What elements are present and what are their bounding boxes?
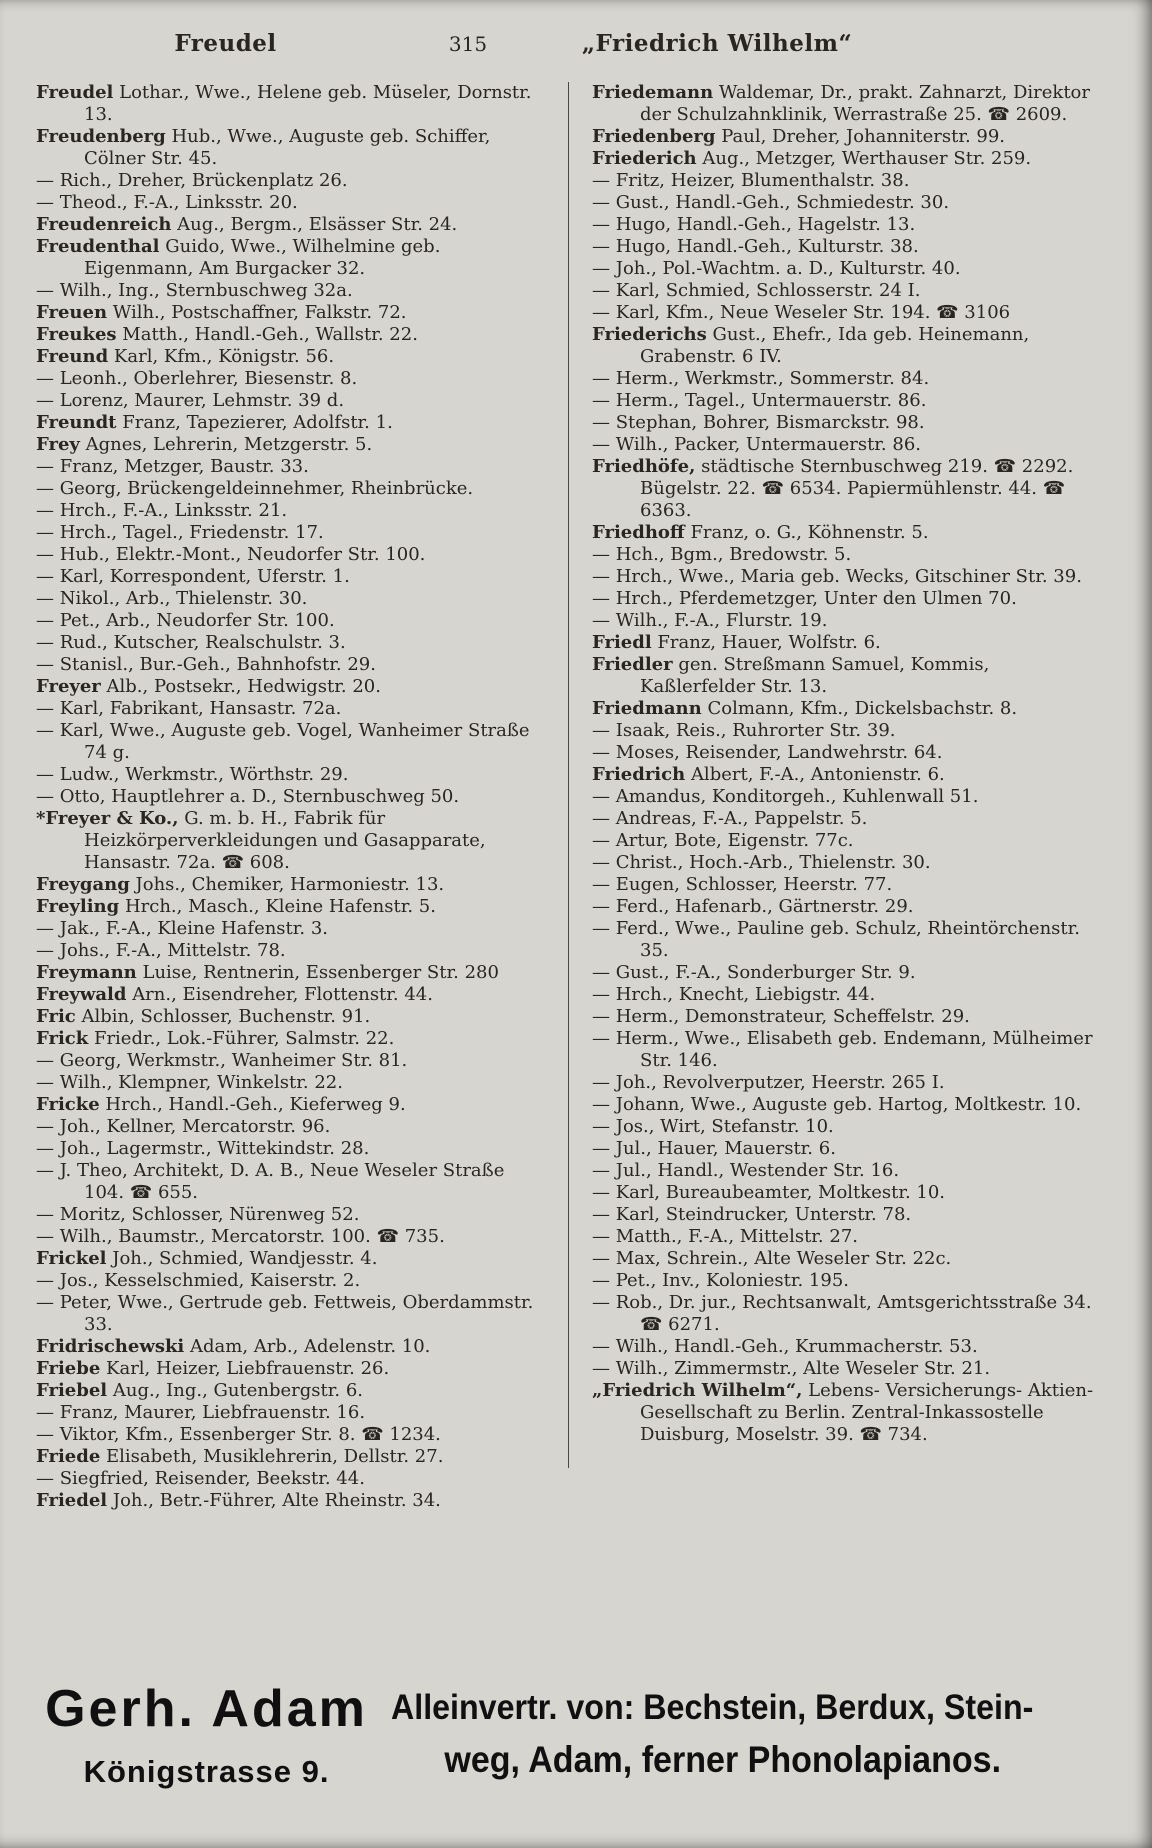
entry-surname: Friebel bbox=[36, 1380, 108, 1401]
entry-surname: Friede bbox=[36, 1446, 101, 1467]
entry-surname: Fric bbox=[36, 1006, 76, 1027]
advertisement bbox=[34, 1680, 1120, 1826]
right-column bbox=[592, 82, 1110, 1446]
directory-entry bbox=[592, 1138, 1110, 1160]
entry-surname: Freywald bbox=[36, 984, 127, 1005]
entry-text: — Gust., Handl.-Geh., Schmiedestr. 30. bbox=[592, 192, 950, 213]
directory-entry bbox=[592, 1116, 1110, 1138]
directory-entry bbox=[36, 368, 542, 390]
header-catchword-left: Freudel bbox=[174, 30, 277, 57]
directory-entry bbox=[592, 434, 1110, 456]
directory-entry bbox=[592, 544, 1110, 566]
entry-text: Johs., Chemiker, Harmoniestr. 13. bbox=[135, 874, 445, 895]
entry-text: — Hrch., Knecht, Liebigstr. 44. bbox=[592, 984, 876, 1005]
entry-surname: Freygang bbox=[36, 874, 130, 895]
directory-entry bbox=[36, 1160, 542, 1204]
entry-text: — Joh., Lagermstr., Wittekindstr. 28. bbox=[36, 1138, 370, 1159]
entry-text: Joh., Schmied, Wandjesstr. 4. bbox=[112, 1248, 378, 1269]
entry-surname: „Friedrich Wilhelm“, bbox=[592, 1380, 803, 1401]
directory-entry bbox=[36, 1204, 542, 1226]
directory-entry bbox=[592, 962, 1110, 984]
directory-entry bbox=[36, 126, 542, 170]
entry-text: Alb., Postsekr., Hedwigstr. 20. bbox=[106, 676, 381, 697]
directory-entry bbox=[36, 1006, 542, 1028]
directory-entry bbox=[36, 1358, 542, 1380]
directory-entry bbox=[592, 720, 1110, 742]
directory-entry bbox=[36, 1226, 542, 1248]
page-header bbox=[0, 30, 1152, 68]
directory-entry bbox=[36, 764, 542, 786]
entry-text: — Hrch., Pferdemetzger, Unter den Ulmen 70. bbox=[592, 588, 1017, 609]
entry-text: — Wilh., Zimmermstr., Alte Weseler Str. 21. bbox=[592, 1358, 991, 1379]
directory-entry bbox=[592, 1358, 1110, 1380]
directory-entry bbox=[36, 698, 542, 720]
entry-text: — Nikol., Arb., Thielenstr. 30. bbox=[36, 588, 308, 609]
directory-entry bbox=[592, 302, 1110, 324]
directory-entry bbox=[36, 390, 542, 412]
directory-entry bbox=[36, 984, 542, 1006]
directory-entry bbox=[592, 126, 1110, 148]
entry-text: — Johann, Wwe., Auguste geb. Hartog, Moltkestr. 10. bbox=[592, 1094, 1082, 1115]
entry-text: — Rob., Dr. jur., Rechtsanwalt, Amtsgerichtsstraße 34. ☎ 6271. bbox=[592, 1292, 1092, 1335]
entry-surname: Freudenthal bbox=[36, 236, 160, 257]
entry-text: Wilh., Postschaffner, Falkstr. 72. bbox=[112, 302, 407, 323]
entry-text: — Hch., Bgm., Bredowstr. 5. bbox=[592, 544, 852, 565]
entry-text: — Hrch., Wwe., Maria geb. Wecks, Gitschiner Str. 39. bbox=[592, 566, 1082, 587]
directory-entry bbox=[36, 346, 542, 368]
entry-text: — Joh., Revolverputzer, Heerstr. 265 I. bbox=[592, 1072, 945, 1093]
entry-text: Agnes, Lehrerin, Metzgerstr. 5. bbox=[85, 434, 373, 455]
entry-text: — Jul., Hauer, Mauerstr. 6. bbox=[592, 1138, 836, 1159]
directory-entry bbox=[592, 412, 1110, 434]
entry-text: Guido, Wwe., Wilhelmine geb. Eigenmann, Am Burgacker 32. bbox=[84, 236, 441, 279]
entry-text: — Hugo, Handl.-Geh., Kulturstr. 38. bbox=[592, 236, 919, 257]
directory-entry bbox=[592, 1380, 1110, 1446]
directory-entry bbox=[592, 852, 1110, 874]
entry-surname: Friedhoff bbox=[592, 522, 685, 543]
entry-text: — Wilh., Baumstr., Mercatorstr. 100. ☎ 735. bbox=[36, 1226, 445, 1247]
directory-entry bbox=[592, 1182, 1110, 1204]
directory-entry bbox=[592, 1006, 1110, 1028]
directory-entry bbox=[592, 830, 1110, 852]
directory-entry bbox=[592, 390, 1110, 412]
entry-surname: Frey bbox=[36, 434, 80, 455]
directory-entry bbox=[36, 566, 542, 588]
entry-text: — Lorenz, Maurer, Lehmstr. 39 d. bbox=[36, 390, 345, 411]
directory-entry bbox=[592, 874, 1110, 896]
entry-surname: Freundt bbox=[36, 412, 117, 433]
entry-surname: Freuen bbox=[36, 302, 108, 323]
directory-entry bbox=[592, 786, 1110, 808]
directory-entry bbox=[592, 654, 1110, 698]
entry-text: — Christ., Hoch.-Arb., Thielenstr. 30. bbox=[592, 852, 931, 873]
directory-entry bbox=[36, 544, 542, 566]
directory-entry bbox=[592, 588, 1110, 610]
directory-entry bbox=[36, 786, 542, 808]
entry-text: — J. Theo, Architekt, D. A. B., Neue Weseler Straße 104. ☎ 655. bbox=[36, 1160, 505, 1203]
directory-entry bbox=[36, 1490, 542, 1512]
directory-entry bbox=[36, 434, 542, 456]
entry-text: — Herm., Werkmstr., Sommerstr. 84. bbox=[592, 368, 930, 389]
entry-text: Karl, Kfm., Königstr. 56. bbox=[113, 346, 335, 367]
directory-entry bbox=[592, 1160, 1110, 1182]
entry-text: — Herm., Demonstrateur, Scheffelstr. 29. bbox=[592, 1006, 970, 1027]
entry-text: — Stephan, Bohrer, Bismarckstr. 98. bbox=[592, 412, 925, 433]
entry-surname: *Freyer & Ko., bbox=[36, 808, 179, 829]
directory-entry bbox=[592, 896, 1110, 918]
entry-surname: Friebe bbox=[36, 1358, 101, 1379]
directory-entry bbox=[36, 1116, 542, 1138]
entry-text: — Ferd., Wwe., Pauline geb. Schulz, Rheintörchenstr. 35. bbox=[592, 918, 1080, 961]
entry-text: Aug., Ing., Gutenbergstr. 6. bbox=[112, 1380, 363, 1401]
advertisement-left bbox=[34, 1680, 379, 1826]
directory-entry bbox=[36, 1380, 542, 1402]
entry-text: Paul, Dreher, Johanniterstr. 99. bbox=[721, 126, 1006, 147]
entry-text: Waldemar, Dr., prakt. Zahnarzt, Direktor der Schulzahnklinik, Werrastraße 25. ☎ 2609. bbox=[640, 82, 1090, 125]
directory-entry bbox=[592, 324, 1110, 368]
entry-text: — Max, Schrein., Alte Weseler Str. 22c. bbox=[592, 1248, 952, 1269]
entry-surname: Fridrischewski bbox=[36, 1336, 185, 1357]
directory-entry bbox=[592, 918, 1110, 962]
entry-text: — Otto, Hauptlehrer a. D., Sternbuschweg 50. bbox=[36, 786, 460, 807]
entry-text: — Karl, Bureaubeamter, Moltkestr. 10. bbox=[592, 1182, 946, 1203]
directory-entry bbox=[592, 1292, 1110, 1336]
entry-text: — Karl, Wwe., Auguste geb. Vogel, Wanheimer Straße 74 g. bbox=[36, 720, 530, 763]
entry-surname: Frick bbox=[36, 1028, 89, 1049]
directory-entry bbox=[592, 1094, 1110, 1116]
directory-entry bbox=[592, 1270, 1110, 1292]
entry-text: — Wilh., Packer, Untermauerstr. 86. bbox=[592, 434, 921, 455]
directory-entry bbox=[36, 456, 542, 478]
directory-entry bbox=[36, 1468, 542, 1490]
entry-text: Aug., Bergm., Elsässer Str. 24. bbox=[177, 214, 458, 235]
directory-entry bbox=[36, 654, 542, 676]
directory-entry bbox=[592, 698, 1110, 720]
entry-surname: Freudenberg bbox=[36, 126, 166, 147]
directory-entry bbox=[36, 1292, 542, 1336]
entry-text: — Karl, Kfm., Neue Weseler Str. 194. ☎ 3106 bbox=[592, 302, 1011, 323]
entry-text: — Karl, Steindrucker, Unterstr. 78. bbox=[592, 1204, 912, 1225]
directory-entry bbox=[36, 962, 542, 984]
directory-entry bbox=[36, 896, 542, 918]
directory-entry bbox=[592, 192, 1110, 214]
directory-entry bbox=[36, 1402, 542, 1424]
directory-entry bbox=[36, 214, 542, 236]
directory-entry bbox=[592, 368, 1110, 390]
entry-text: — Viktor, Kfm., Essenberger Str. 8. ☎ 1234. bbox=[36, 1424, 441, 1445]
directory-entry bbox=[36, 808, 542, 874]
entry-text: Hub., Wwe., Auguste geb. Schiffer, Cölner Str. 45. bbox=[84, 126, 491, 169]
entry-text: — Amandus, Konditorgeh., Kuhlenwall 51. bbox=[592, 786, 979, 807]
entry-text: — Jos., Wirt, Stefanstr. 10. bbox=[592, 1116, 834, 1137]
entry-text: — Matth., F.-A., Mittelstr. 27. bbox=[592, 1226, 858, 1247]
directory-entry bbox=[592, 280, 1110, 302]
directory-entry bbox=[592, 1204, 1110, 1226]
directory-entry bbox=[36, 1050, 542, 1072]
entry-text: Hrch., Handl.-Geh., Kieferweg 9. bbox=[105, 1094, 406, 1115]
entry-text: Matth., Handl.-Geh., Wallstr. 22. bbox=[122, 324, 418, 345]
directory-entry bbox=[592, 214, 1110, 236]
directory-entry bbox=[592, 610, 1110, 632]
directory-entry bbox=[36, 1270, 542, 1292]
entry-text: — Rich., Dreher, Brückenplatz 26. bbox=[36, 170, 348, 191]
entry-text: — Peter, Wwe., Gertrude geb. Fettweis, Oberdammstr. 33. bbox=[36, 1292, 534, 1335]
entry-text: — Johs., F.-A., Mittelstr. 78. bbox=[36, 940, 286, 961]
directory-entry bbox=[36, 588, 542, 610]
entry-text: — Fritz, Heizer, Blumenthalstr. 38. bbox=[592, 170, 910, 191]
entry-text: — Pet., Arb., Neudorfer Str. 100. bbox=[36, 610, 335, 631]
entry-text: Gust., Ehefr., Ida geb. Heinemann, Grabenstr. 6 IV. bbox=[640, 324, 1030, 367]
directory-entry bbox=[36, 1138, 542, 1160]
directory-entry bbox=[36, 302, 542, 324]
entry-text: — Ferd., Hafenarb., Gärtnerstr. 29. bbox=[592, 896, 914, 917]
entry-surname: Friedenberg bbox=[592, 126, 716, 147]
entry-text: Karl, Heizer, Liebfrauenstr. 26. bbox=[106, 1358, 390, 1379]
entry-text: Friedr., Lok.-Führer, Salmstr. 22. bbox=[93, 1028, 395, 1049]
entry-text: — Franz, Maurer, Liebfrauenstr. 16. bbox=[36, 1402, 366, 1423]
entry-surname: Freyling bbox=[36, 896, 120, 917]
directory-entry bbox=[36, 1072, 542, 1094]
directory-entry bbox=[592, 1072, 1110, 1094]
directory-entry bbox=[36, 1094, 542, 1116]
entry-text: Hrch., Masch., Kleine Hafenstr. 5. bbox=[124, 896, 436, 917]
entry-text: — Artur, Bote, Eigenstr. 77c. bbox=[592, 830, 854, 851]
entry-text: — Wilh., Ing., Sternbuschweg 32a. bbox=[36, 280, 353, 301]
directory-entry bbox=[36, 874, 542, 896]
left-column bbox=[36, 82, 542, 1512]
entry-text: — Stanisl., Bur.-Geh., Bahnhofstr. 29. bbox=[36, 654, 376, 675]
directory-entry bbox=[36, 324, 542, 346]
entry-text: Aug., Metzger, Werthauser Str. 259. bbox=[702, 148, 1032, 169]
directory-entry bbox=[36, 918, 542, 940]
directory-entry bbox=[592, 632, 1110, 654]
entry-text: — Joh., Pol.-Wachtm. a. D., Kulturstr. 40. bbox=[592, 258, 961, 279]
ad-text-line1: Alleinvertr. von: Bechstein, Berdux, Stein- bbox=[391, 1688, 1034, 1727]
entry-text: — Ludw., Werkmstr., Wörthstr. 29. bbox=[36, 764, 349, 785]
entry-text: — Franz, Metzger, Baustr. 33. bbox=[36, 456, 309, 477]
entry-text: Luise, Rentnerin, Essenberger Str. 280 bbox=[142, 962, 499, 983]
entry-surname: Freudel bbox=[36, 82, 114, 103]
directory-entry bbox=[592, 456, 1110, 522]
entry-text: Franz, o. G., Köhnenstr. 5. bbox=[690, 522, 929, 543]
entry-surname: Friedhöfe, bbox=[592, 456, 696, 477]
entry-text: Lebens- Versicherungs- Aktien-Gesellschaft zu Berlin. Zentral-Inkassostelle Duisburg, Moselstr. 39. ☎ 734. bbox=[640, 1380, 1094, 1445]
directory-entry bbox=[36, 1028, 542, 1050]
entry-text: G. m. b. H., Fabrik für Heizkörperverkleidungen und Gasapparate, Hansastr. 72a. ☎ 608. bbox=[84, 808, 486, 873]
directory-entry bbox=[36, 632, 542, 654]
directory-entry bbox=[36, 478, 542, 500]
entry-text: — Eugen, Schlosser, Heerstr. 77. bbox=[592, 874, 893, 895]
entry-surname: Freymann bbox=[36, 962, 137, 983]
directory-entry bbox=[36, 1336, 542, 1358]
directory-entry bbox=[592, 1248, 1110, 1270]
entry-text: — Hrch., F.-A., Linksstr. 21. bbox=[36, 500, 288, 521]
entry-text: — Theod., F.-A., Linksstr. 20. bbox=[36, 192, 298, 213]
entry-text: — Jos., Kesselschmied, Kaiserstr. 2. bbox=[36, 1270, 361, 1291]
entry-surname: Freyer bbox=[36, 676, 101, 697]
entry-text: Elisabeth, Musiklehrerin, Dellstr. 27. bbox=[106, 1446, 444, 1467]
entry-surname: Freukes bbox=[36, 324, 117, 345]
entry-surname: Freudenreich bbox=[36, 214, 172, 235]
directory-entry bbox=[592, 808, 1110, 830]
entry-text: Franz, Hauer, Wolfstr. 6. bbox=[657, 632, 881, 653]
directory-entry bbox=[36, 1424, 542, 1446]
entry-surname: Friederich bbox=[592, 148, 697, 169]
directory-entry bbox=[36, 676, 542, 698]
entry-text: — Andreas, F.-A., Pappelstr. 5. bbox=[592, 808, 868, 829]
entry-text: — Moritz, Schlosser, Nürenweg 52. bbox=[36, 1204, 360, 1225]
directory-entry bbox=[36, 280, 542, 302]
entry-text: städtische Sternbuschweg 219. ☎ 2292. Bügelstr. 22. ☎ 6534. Papiermühlenstr. 44. ☎ 6363. bbox=[640, 456, 1074, 521]
entry-surname: Friedl bbox=[592, 632, 652, 653]
entry-text: gen. Streßmann Samuel, Kommis, Kaßlerfelder Str. 13. bbox=[640, 654, 990, 697]
entry-text: — Wilh., Klempner, Winkelstr. 22. bbox=[36, 1072, 343, 1093]
directory-entry bbox=[36, 720, 542, 764]
ad-text-line2: weg, Adam, ferner Phonolapianos. bbox=[444, 1739, 1002, 1780]
entry-text: — Herm., Tagel., Untermauerstr. 86. bbox=[592, 390, 927, 411]
entry-text: — Siegfried, Reisender, Beekstr. 44. bbox=[36, 1468, 365, 1489]
entry-text: — Karl, Fabrikant, Hansastr. 72a. bbox=[36, 698, 342, 719]
advertisement-right bbox=[379, 1680, 1120, 1826]
ad-company-address: Königstrasse 9. bbox=[83, 1754, 330, 1789]
directory-entry bbox=[592, 522, 1110, 544]
entry-text: — Georg, Werkmstr., Wanheimer Str. 81. bbox=[36, 1050, 408, 1071]
entry-text: — Wilh., Handl.-Geh., Krummacherstr. 53. bbox=[592, 1336, 978, 1357]
entry-text: — Pet., Inv., Koloniestr. 195. bbox=[592, 1270, 849, 1291]
entry-text: — Joh., Kellner, Mercatorstr. 96. bbox=[36, 1116, 331, 1137]
directory-entry bbox=[36, 522, 542, 544]
directory-entry bbox=[36, 412, 542, 434]
entry-text: — Isaak, Reis., Ruhrorter Str. 39. bbox=[592, 720, 896, 741]
ad-company-name: Gerh. Adam bbox=[45, 1680, 368, 1738]
directory-entry bbox=[36, 82, 542, 126]
directory-entry bbox=[592, 742, 1110, 764]
directory-entry bbox=[592, 566, 1110, 588]
entry-text: — Herm., Wwe., Elisabeth geb. Endemann, Mülheimer Str. 146. bbox=[592, 1028, 1093, 1071]
entry-text: Adam, Arb., Adelenstr. 10. bbox=[190, 1336, 431, 1357]
entry-surname: Friedemann bbox=[592, 82, 714, 103]
entry-text: — Karl, Korrespondent, Uferstr. 1. bbox=[36, 566, 350, 587]
directory-entry bbox=[592, 984, 1110, 1006]
entry-surname: Friedler bbox=[592, 654, 673, 675]
entry-text: — Jak., F.-A., Kleine Hafenstr. 3. bbox=[36, 918, 329, 939]
entry-text: — Hub., Elektr.-Mont., Neudorfer Str. 100. bbox=[36, 544, 426, 565]
entry-surname: Friedmann bbox=[592, 698, 702, 719]
directory-entry bbox=[592, 258, 1110, 280]
entry-text: — Hrch., Tagel., Friedenstr. 17. bbox=[36, 522, 324, 543]
directory-entry bbox=[36, 1248, 542, 1270]
directory-entry bbox=[592, 1336, 1110, 1358]
directory-entry bbox=[36, 610, 542, 632]
entry-text: — Wilh., F.-A., Flurstr. 19. bbox=[592, 610, 828, 631]
directory-entry bbox=[592, 1226, 1110, 1248]
entry-text: Colmann, Kfm., Dickelsbachstr. 8. bbox=[707, 698, 1018, 719]
entry-surname: Freund bbox=[36, 346, 109, 367]
entry-surname: Fricke bbox=[36, 1094, 100, 1115]
entry-text: — Rud., Kutscher, Realschulstr. 3. bbox=[36, 632, 346, 653]
directory-entry bbox=[592, 1028, 1110, 1072]
column-divider bbox=[568, 82, 569, 1468]
entry-text: Franz, Tapezierer, Adolfstr. 1. bbox=[122, 412, 393, 433]
entry-text: — Georg, Brückengeldeinnehmer, Rheinbrücke. bbox=[36, 478, 474, 499]
entry-text: Albin, Schlosser, Buchenstr. 91. bbox=[81, 1006, 371, 1027]
directory-entry bbox=[592, 148, 1110, 170]
entry-text: — Leonh., Oberlehrer, Biesenstr. 8. bbox=[36, 368, 358, 389]
entry-text: — Hugo, Handl.-Geh., Hagelstr. 13. bbox=[592, 214, 916, 235]
directory-entry bbox=[592, 236, 1110, 258]
entry-text: — Gust., F.-A., Sonderburger Str. 9. bbox=[592, 962, 916, 983]
directory-entry bbox=[36, 170, 542, 192]
directory-entry bbox=[36, 940, 542, 962]
entry-surname: Friedel bbox=[36, 1490, 108, 1511]
entry-surname: Friederichs bbox=[592, 324, 707, 345]
entry-text: Albert, F.-A., Antonienstr. 6. bbox=[690, 764, 945, 785]
directory-entry bbox=[592, 764, 1110, 786]
header-catchword-right: „Friedrich Wilhelm“ bbox=[581, 30, 853, 57]
entry-text: Lothar., Wwe., Helene geb. Müseler, Dornstr. 13. bbox=[84, 82, 532, 125]
entry-text: Joh., Betr.-Führer, Alte Rheinstr. 34. bbox=[112, 1490, 441, 1511]
entry-text: — Karl, Schmied, Schlosserstr. 24 I. bbox=[592, 280, 921, 301]
directory-entry bbox=[36, 236, 542, 280]
entry-text: — Jul., Handl., Westender Str. 16. bbox=[592, 1160, 900, 1181]
directory-entry bbox=[592, 170, 1110, 192]
entry-surname: Friedrich bbox=[592, 764, 686, 785]
directory-entry bbox=[36, 1446, 542, 1468]
entry-text: — Moses, Reisender, Landwehrstr. 64. bbox=[592, 742, 943, 763]
directory-entry bbox=[592, 82, 1110, 126]
entry-surname: Frickel bbox=[36, 1248, 107, 1269]
entry-text: Arn., Eisendreher, Flottenstr. 44. bbox=[132, 984, 433, 1005]
directory-entry bbox=[36, 192, 542, 214]
page-number: 315 bbox=[448, 32, 488, 56]
directory-entry bbox=[36, 500, 542, 522]
